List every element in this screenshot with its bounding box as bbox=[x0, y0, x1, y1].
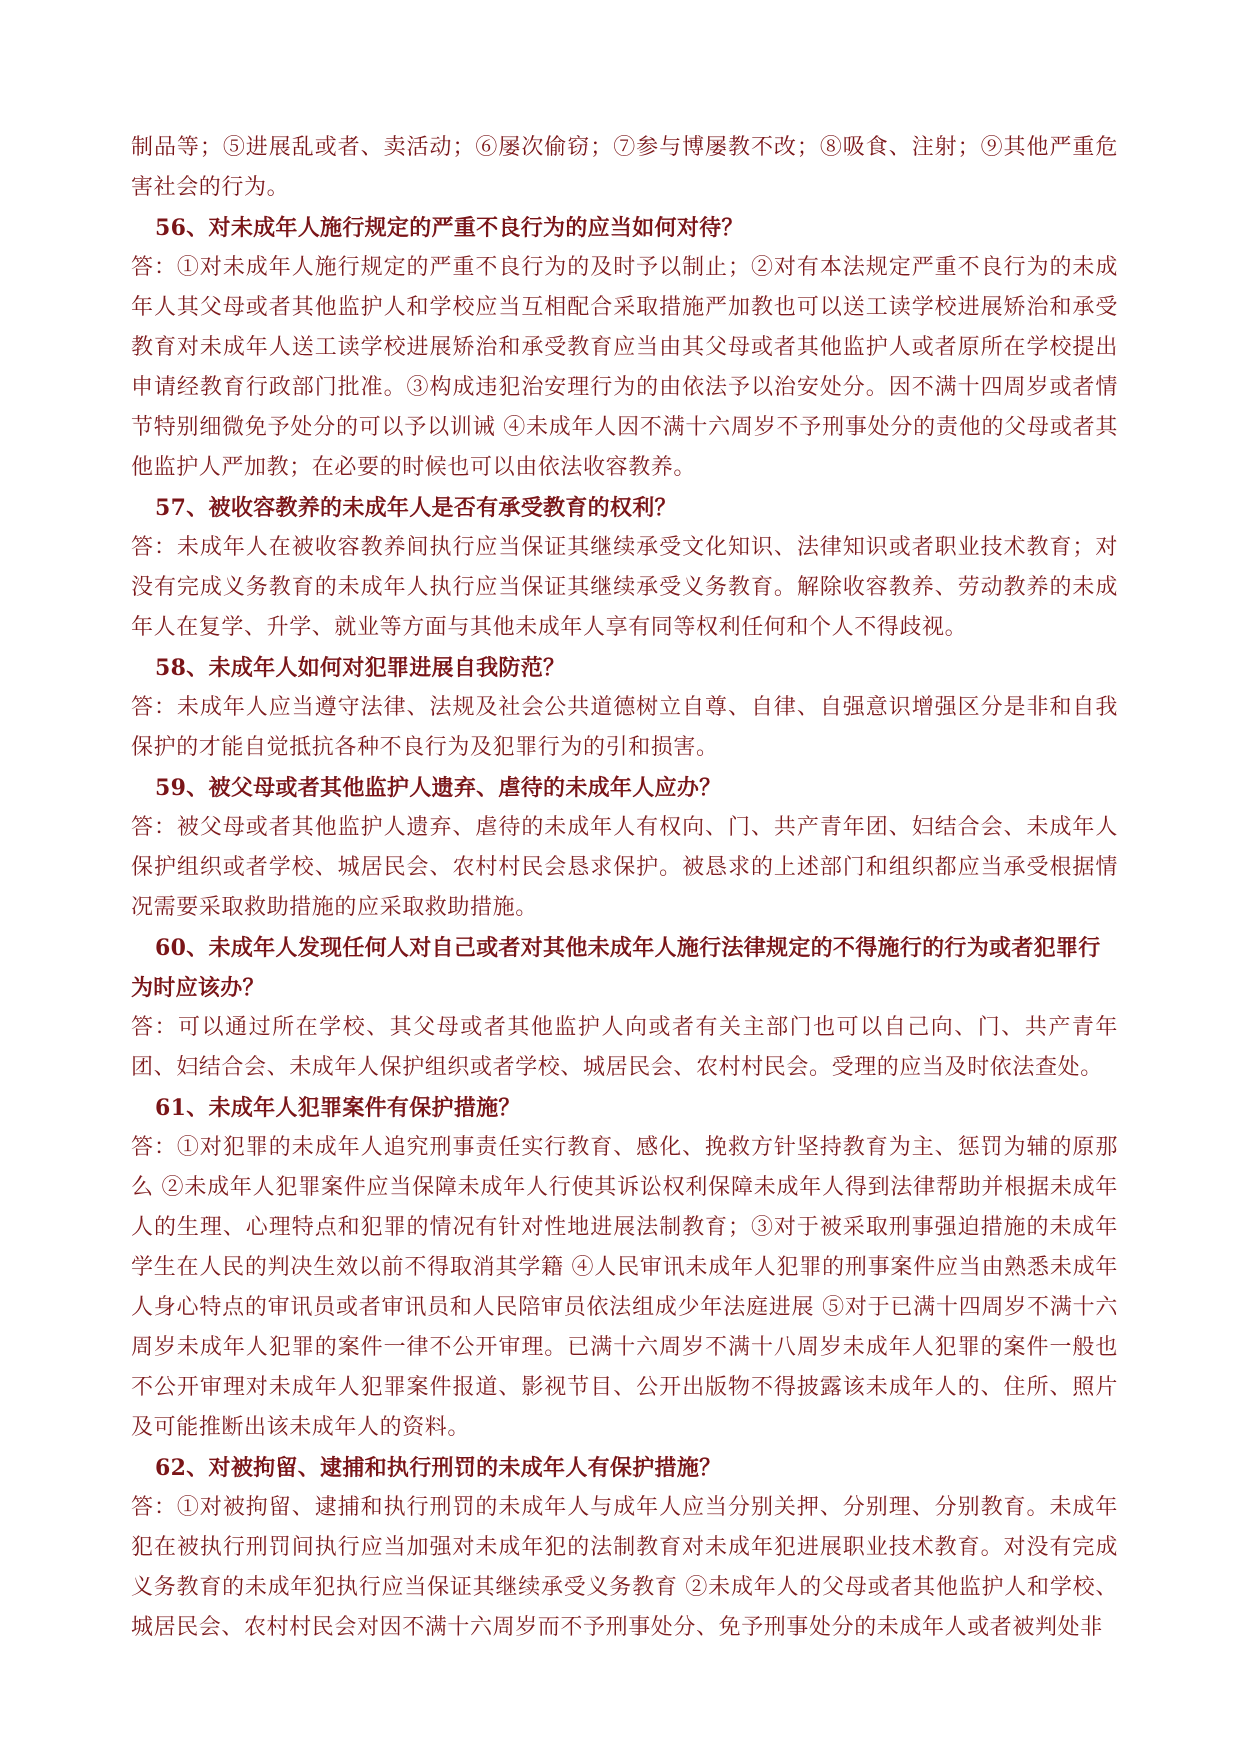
qa-59 bbox=[131, 768, 1118, 928]
answer-60: 答：可以通过所在学校、其父母或者其他监护人向或者有关主部门也可以自己向、门、共产青年团、妇结合会、未成年人保护组织或者学校、城居民会、农村村民会。受理的应当及时依法查处。 bbox=[131, 1015, 1118, 1080]
question-59: 59、被父母或者其他监护人遗弃、虐待的未成年人应办？ bbox=[155, 775, 722, 801]
answer-58: 答：未成年人应当遵守法律、法规及社会公共道德树立自尊、自律、自强意识增强区分是非和自我保护的才能自觉抵抗各种不良行为及犯罪行为的引和损害。 bbox=[131, 695, 1118, 760]
answer-59: 答：被父母或者其他监护人遗弃、虐待的未成年人有权向、门、共产青年团、妇结合会、未成年人保护组织或者学校、城居民会、农村村民会恳求保护。被恳求的上述部门和组织都应当承受根据情况需要采取救助措施的应采取救助措施。 bbox=[131, 815, 1118, 920]
question-58: 58、未成年人如何对犯罪进展自我防范？ bbox=[155, 655, 566, 681]
question-62: 62、对被拘留、逮捕和执行刑罚的未成年人有保护措施？ bbox=[155, 1455, 722, 1481]
question-57: 57、被收容教养的未成年人是否有承受教育的权利？ bbox=[155, 495, 677, 521]
qa-61 bbox=[131, 1088, 1118, 1448]
question-56: 56、对未成年人施行规定的严重不良行为的应当如何对待？ bbox=[155, 215, 744, 241]
qa-58 bbox=[131, 648, 1118, 768]
answer-62: 答：①对被拘留、逮捕和执行刑罚的未成年人与成年人应当分别关押、分别理、分别教育。未成年犯在被执行刑罚间执行应当加强对未成年犯的法制教育对未成年犯进展职业技术教育。对没有完成义务教育的未成年犯执行应当保证其继续承受义务教育 ②未成年人的父母或者其他监护人和学校、城居民会、农村村民会对因不满十六周岁而不予刑事处分、免予刑事处分的未成年人或者被判处非 bbox=[131, 1495, 1118, 1640]
question-60: 60、未成年人发现任何人对自己或者对其他未成年人施行法律规定的不得施行的行为或者犯罪行为时应该办？ bbox=[131, 935, 1101, 1001]
qa-60 bbox=[131, 928, 1118, 1088]
lead-paragraph: 制品等；⑤进展乱或者、卖活动；⑥屡次偷窃；⑦参与博屡教不改；⑧吸食、注射；⑨其他严重危害社会的行为。 bbox=[131, 135, 1118, 200]
qa-62 bbox=[131, 1448, 1118, 1648]
question-61: 61、未成年人犯罪案件有保护措施？ bbox=[155, 1095, 521, 1121]
document-page bbox=[131, 128, 1118, 1648]
answer-57: 答：未成年人在被收容教养间执行应当保证其继续承受文化知识、法律知识或者职业技术教育；对没有完成义务教育的未成年人执行应当保证其继续承受义务教育。解除收容教养、劳动教养的未成年人在复学、升学、就业等方面与其他未成年人享有同等权利任何和个人不得歧视。 bbox=[131, 535, 1118, 640]
qa-56 bbox=[131, 208, 1118, 488]
answer-56: 答：①对未成年人施行规定的严重不良行为的及时予以制止；②对有本法规定严重不良行为的未成年人其父母或者其他监护人和学校应当互相配合采取措施严加教也可以送工读学校进展矫治和承受教育对未成年人送工读学校进展矫治和承受教育应当由其父母或者其他监护人或者原所在学校提出申请经教育行政部门批准。③构成违犯治安理行为的由依法予以治安处分。因不满十四周岁或者情节特别细微免予处分的可以予以训诫 ④未成年人因不满十六周岁不予刑事处分的责他的父母或者其他监护人严加教；在必要的时候也可以由依法收容教养。 bbox=[131, 255, 1118, 480]
qa-57 bbox=[131, 488, 1118, 648]
answer-61: 答：①对犯罪的未成年人追究刑事责任实行教育、感化、挽救方针坚持教育为主、惩罚为辅的原那么 ②未成年人犯罪案件应当保障未成年人行使其诉讼权利保障未成年人得到法律帮助并根据未成年人的生理、心理特点和犯罪的情况有针对性地进展法制教育；③对于被采取刑事强迫措施的未成年学生在人民的判决生效以前不得取消其学籍 ④人民审讯未成年人犯罪的刑事案件应当由熟悉未成年人身心特点的审讯员或者审讯员和人民陪审员依法组成少年法庭进展 ⑤对于已满十四周岁不满十六周岁未成年人犯罪的案件一律不公开审理。已满十六周岁不满十八周岁未成年人犯罪的案件一般也不公开审理对未成年人犯罪案件报道、影视节目、公开出版物不得披露该未成年人的、住所、照片及可能推断出该未成年人的资料。 bbox=[131, 1135, 1118, 1440]
